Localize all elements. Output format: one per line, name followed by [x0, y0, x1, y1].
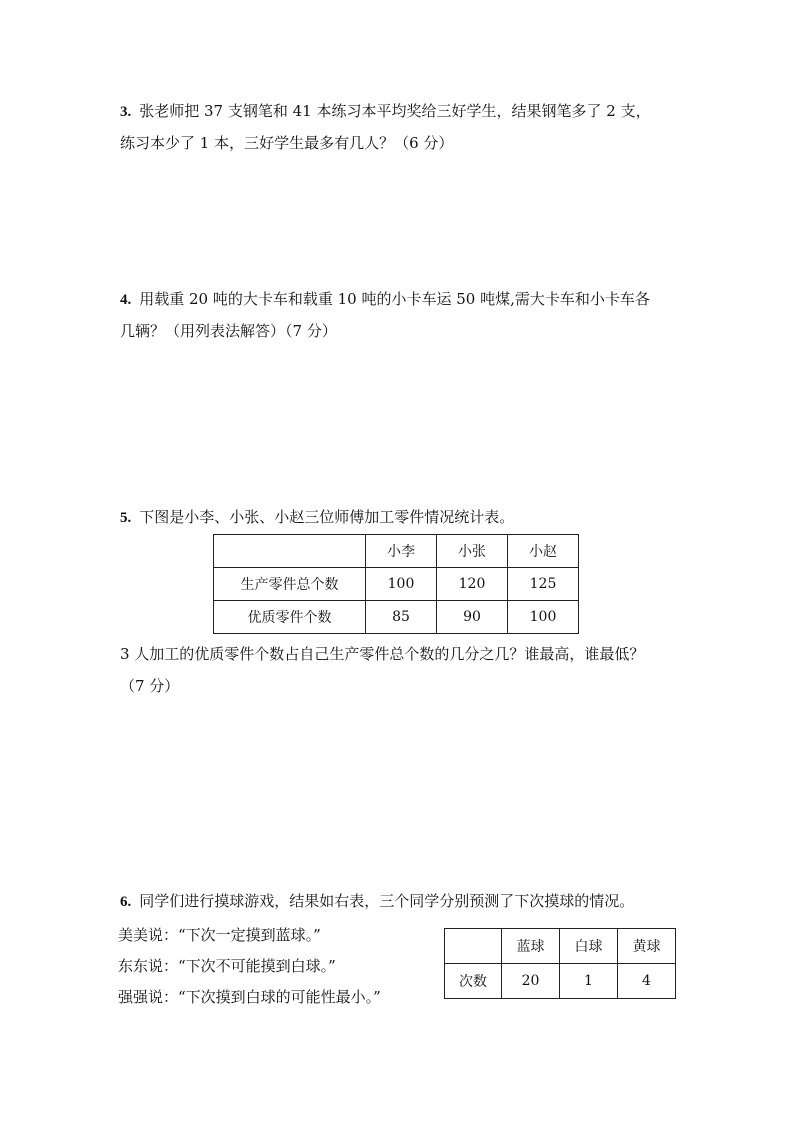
q5-number: 5.	[120, 510, 132, 526]
q6-statement-qiangqiang: 强强说：“下次摸到白球的可能性最小。”	[118, 988, 381, 1006]
q5-row1-xiaoli: 100	[366, 568, 437, 601]
q3-text-line1: 张老师把 37 支钢笔和 41 本练习本平均奖给三好学生，结果钢笔多了 2 支，	[139, 102, 651, 120]
q5-table-header-xiaozhang: 小张	[437, 535, 508, 568]
table-row	[445, 964, 676, 999]
q6-table-header-blue: 蓝球	[502, 929, 560, 964]
q6-table-header-white: 白球	[560, 929, 618, 964]
q5-table-header-xiaozhao: 小赵	[508, 535, 579, 568]
q6-table-corner-cell	[445, 929, 502, 964]
table-row	[214, 601, 579, 634]
q5-row2-xiaoli: 85	[366, 601, 437, 634]
q5-text-after2: （7 分）	[120, 677, 180, 695]
q5-row1-label: 生产零件总个数	[214, 568, 366, 601]
q5-row2-label: 优质零件个数	[214, 601, 366, 634]
q6-statement-dongdong: 东东说：“下次不可能摸到白球。”	[118, 957, 336, 975]
q6-row-blue: 20	[502, 964, 560, 999]
q6-row-label: 次数	[445, 964, 502, 999]
q6-row-white: 1	[560, 964, 618, 999]
q3-number: 3.	[120, 104, 132, 120]
q5-line1	[120, 506, 514, 529]
q6-table-header-yellow: 黄球	[618, 929, 676, 964]
q5-text-after1: 3 人加工的优质零件个数占自己生产零件总个数的几分之几？谁最高，谁最低？	[120, 645, 645, 663]
q3-line1	[120, 100, 651, 123]
q5-table-corner-cell	[214, 535, 366, 568]
q4-text-line1: 用载重 20 吨的大卡车和载重 10 吨的小卡车运 50 吨煤,需大卡车和小卡车各	[139, 290, 650, 308]
q5-row2-xiaozhao: 100	[508, 601, 579, 634]
q6-table-header-row	[445, 929, 676, 964]
q4-number: 4.	[120, 292, 132, 308]
q5-row2-xiaozhang: 90	[437, 601, 508, 634]
q4-text-line2: 几辆？（用列表法解答）（7 分）	[120, 322, 337, 340]
q5-table-header-row	[214, 535, 579, 568]
q3-text-line2: 练习本少了 1 本，三好学生最多有几人？（6 分）	[120, 134, 454, 152]
table-row	[214, 568, 579, 601]
q4-line1	[120, 288, 650, 311]
q6-line1	[120, 890, 634, 913]
q6-text-line1: 同学们进行摸球游戏，结果如右表，三个同学分别预测了下次摸球的情况。	[139, 892, 635, 910]
q5-row1-xiaozhang: 120	[437, 568, 508, 601]
q6-row-yellow: 4	[618, 964, 676, 999]
q6-statement-meimei: 美美说：“下次一定摸到蓝球。”	[118, 926, 321, 944]
q6-number: 6.	[120, 894, 132, 910]
q5-text-line1: 下图是小李、小张、小赵三位师傅加工零件情况统计表。	[139, 508, 515, 526]
q5-table-header-xiaoli: 小李	[366, 535, 437, 568]
q5-stats-table	[213, 534, 579, 634]
q5-row1-xiaozhao: 125	[508, 568, 579, 601]
q6-ball-table	[444, 928, 676, 999]
